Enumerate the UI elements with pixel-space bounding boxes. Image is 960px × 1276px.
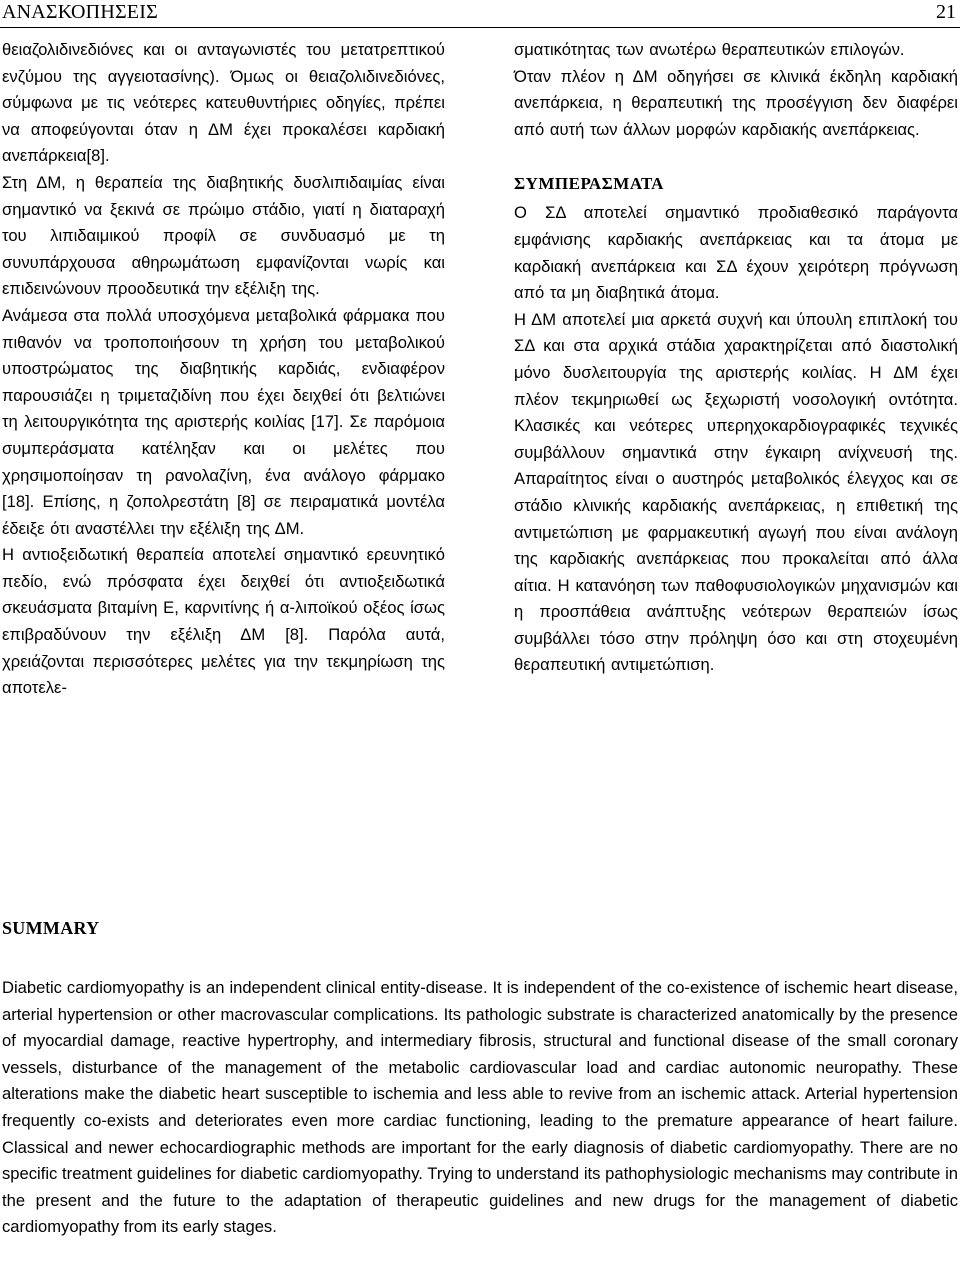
section-name: ΑΝΑΣΚΟΠΗΣΕΙΣ bbox=[2, 1, 158, 23]
summary-title: SUMMARY bbox=[2, 918, 100, 938]
conclusions-heading: ΣΥΜΠΕΡΑΣΜΑΤΑ bbox=[514, 174, 664, 194]
page-header bbox=[0, 0, 960, 26]
paragraph: θειαζολιδινεδιόνες και οι ανταγωνιστές του μετατρεπτικού ενζύμου της αγγειοτασίνης). Όμως οι θειαζολιδινεδιόνες, σύμφωνα με τις νεότερες κατευθυντήριες οδηγίες, πρέπει να αποφεύγονται όταν η ΔΜ έχει προκαλέσει καρδιακή ανεπάρκεια[8]. bbox=[2, 40, 445, 166]
summary-body: Diabetic cardiomyopathy is an independent clinical entity-disease. It is independent of the co-existence of ischemic heart disease, arterial hypertension or other macrovascular complications. Its pathologic substrate is characterized anatomically by the presence of myocardial damage, reactive hypertrophy, and intermediary fibrosis, structural and functional disease of the small coronary vessels, disturbance of the management of the metabolic cardiovascular load and cardiac autonomic neuropathy. These alterations make the diabetic heart susceptible to ischemia and less able to revive from an ischemic attack. Arterial hypertension frequently co-exists and deteriorates even more cardiac functioning, leading to the premature appearance of heart failure. Classical and newer echocardiographic methods are important for the early diagnosis of diabetic cardiomyopathy. There are no specific treatment guidelines for diabetic cardiomyopathy. Trying to understand its pathophysiologic mechanisms may contribute in the present and the future to the adaptation of therapeutic guidelines and new drugs for the management of diabetic cardiomyopathy from its early stages. bbox=[2, 978, 958, 1237]
paragraph: Η ΔΜ αποτελεί μια αρκετά συχνή και ύπουλη επιπλοκή του ΣΔ και στα αρχικά στάδια χαρακτηρίζεται από διαστολική μόνο δυσλειτουργία της αριστερής κοιλίας. Η ΔΜ έχει πλέον τεκμηριωθεί ως ξεχωριστή νοσολογική οντότητα. Κλασικές και νεότερες υπερηχοκαρδιογραφικές τεχνικές συμβάλλουν σημαντικά στην έγκαιρη ανίχνευσή της. Απαραίτητος είναι ο αυστηρός μεταβολικός έλεγχος και σε στάδιο κλινικής καρδιακής ανεπάρκειας, η επιθετική της αντιμετώπιση με φαρμακευτική αγωγή που είναι ανάλογη της καρδιακής ανεπάρκειας που προκαλείται από άλλα αίτια. Η κατανόηση των παθοφυσιολογικών μηχανισμών και η προσπάθεια ανάπτυξης νεότερων θεραπειών ίσως συμβάλλει τόσο στην πρόληψη όσο και στη στοχευμένη θεραπευτική αντιμετώπιση. bbox=[514, 309, 958, 675]
right-column bbox=[514, 37, 958, 679]
paragraph: σματικότητας των ανωτέρω θεραπευτικών επιλογών. bbox=[514, 40, 905, 59]
header-rule bbox=[0, 27, 960, 28]
paragraph: Η αντιοξειδωτική θεραπεία αποτελεί σημαντικό ερευνητικό πεδίο, ενώ πρόσφατα έχει δειχθεί ότι αντιοξειδωτικά σκευάσματα βιταμίνη Ε, καρνιτίνης ή α-λιποϊκού οξέος ίσως επιβραδύνουν την εξέλιξη ΔΜ [8]. Παρόλα αυτά, χρειάζονται περισσότερες μελέτες για την τεκμηρίωση της αποτελε- bbox=[2, 545, 445, 698]
paragraph: Ανάμεσα στα πολλά υποσχόμενα μεταβολικά φάρμακα που πιθανόν να τροποποιήσουν τη χρήση του μεταβολικού υποστρώματος της διαβητικής καρδιάς, ενδιαφέρον παρουσιάζει η τριμεταζιδίνη που έχει δειχθεί ότι βελτιώνει τη λειτουργικότητα της αριστερής κοιλίας [17]. Σε παρόμοια συμπεράσματα κατέληξαν και οι μελέτες που χρησιμοποίησαν τη ρανολαζίνη, ένα ανάλογο φάρμακο [18]. Επίσης, η ζοπολρεστάτη [8] σε πειραματικά μοντέλα έδειξε ότι αναστέλλει την εξέλιξη της ΔΜ. bbox=[2, 305, 445, 538]
left-column bbox=[2, 37, 445, 702]
paragraph: Όταν πλέον η ΔΜ οδηγήσει σε κλινικά έκδηλη καρδιακή ανεπάρκεια, η θεραπευτική της προσέγγιση δεν διαφέρει από αυτή των άλλων μορφών καρδιακής ανεπάρκειας. bbox=[514, 66, 958, 139]
paragraph: Ο ΣΔ αποτελεί σημαντικό προδιαθεσικό παράγοντα εμφάνισης καρδιακής ανεπάρκειας και τα άτομα με καρδιακή ανεπάρκεια και ΣΔ έχουν χειρότερη πρόγνωση από τα μη διαβητικά άτομα. bbox=[514, 203, 958, 303]
page-number: 21 bbox=[936, 1, 956, 23]
paragraph: Στη ΔΜ, η θεραπεία της διαβητικής δυσλιπιδαιμίας είναι σημαντικό να ξεκινά σε πρώιμο στάδιο, γιατί η διαταραχή του λιπιδαιμικού προφίλ σε συνδυασμό με τη συνυπάρχουσα αθηρωμάτωση εμφανίζονται νωρίς και επιδεινώνουν προοδευτικά την εξέλιξη της. bbox=[2, 172, 445, 299]
